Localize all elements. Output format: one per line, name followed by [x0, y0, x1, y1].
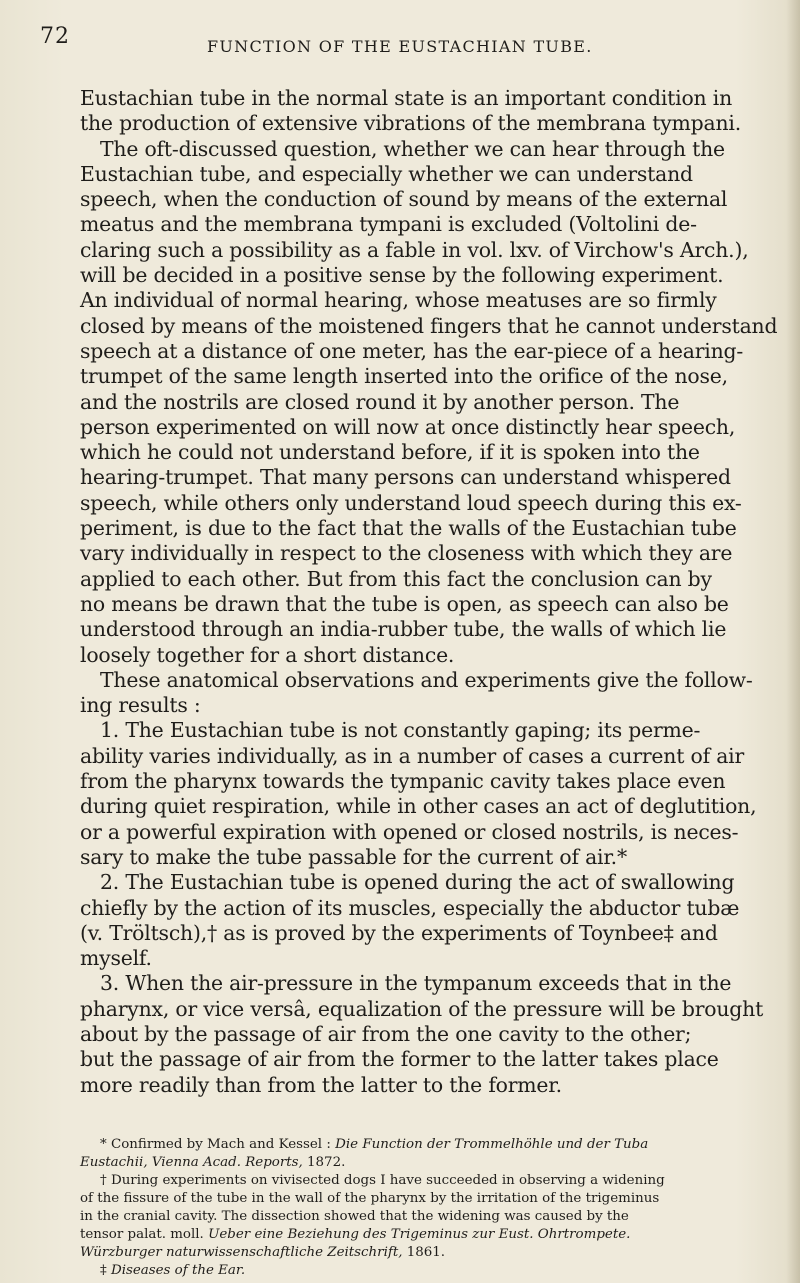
text-line: claring such a possibility as a fable in vol. lxv. of Virchow's Arch.),	[80, 237, 749, 262]
footnote-1-source: Eustachii, Vienna Acad. Reports,	[80, 1155, 303, 1170]
footnote-2-cont: in the cranial cavity. The dissection showed that the widening was caused by the	[80, 1209, 629, 1224]
footnote-1	[80, 1136, 770, 1154]
text-line: loosely together for a short distance.	[80, 642, 455, 667]
text-line: Eustachian tube in the normal state is an important condition in	[80, 86, 733, 110]
text-line: ing results :	[80, 693, 201, 718]
text-line: These anatomical observations and experiments give the follow-	[100, 667, 753, 692]
text-line: periment, is due to the fact that the walls of the Eustachian tube	[80, 516, 737, 541]
text-line: The oft-discussed question, whether we can hear through the	[100, 136, 725, 161]
text-line: speech, while others only understand loud speech during this ex-	[80, 490, 742, 515]
page-edge-shadow	[786, 0, 800, 1283]
text-line: understood through an india-rubber tube, the walls of which lie	[80, 617, 727, 642]
text-line: Eustachian tube, and especially whether we can understand	[80, 161, 693, 186]
text-line: and the nostrils are closed round it by another person. The	[80, 389, 680, 414]
text-line: trumpet of the same length inserted into the orifice of the nose,	[80, 364, 728, 389]
footnote-2-title: Ueber eine Beziehung des Trigeminus zur Eust. Ohrtrompete.	[208, 1227, 631, 1242]
text-line: ability varies individually, as in a number of cases a current of air	[80, 743, 745, 768]
footnote-3-mark: ‡	[100, 1263, 111, 1278]
footnote-2: † During experiments on vivisected dogs I have succeeded in observing a widening	[100, 1173, 665, 1188]
footnote-1-year: 1872.	[302, 1155, 346, 1170]
text-line: the production of extensive vibrations of the membrana tympani.	[80, 111, 741, 136]
text-line: will be decided in a positive sense by the following experiment.	[80, 263, 724, 288]
text-line: chiefly by the action of its muscles, especially the abductor tubæ	[80, 895, 740, 920]
text-line: An individual of normal hearing, whose meatuses are so firmly	[80, 288, 717, 313]
footnote-2-journal: Würzburger naturwissenschaftliche Zeitschrift,	[80, 1245, 403, 1260]
footnote-3	[80, 1262, 770, 1280]
text-line: during quiet respiration, while in other cases an act of deglutition,	[80, 794, 757, 819]
footnotes	[80, 1136, 770, 1280]
footnote-1-title: Die Function der Trommelhöhle und der Tuba	[335, 1137, 649, 1152]
text-line: vary individually in respect to the closeness with which they are	[80, 541, 733, 566]
page-number: 72	[40, 24, 70, 49]
footnote-2-cont	[80, 1226, 770, 1244]
text-line: which he could not understand before, if it is spoken into the	[80, 440, 700, 465]
text-line: pharynx, or vice versâ, equalization of the pressure will be brought	[80, 996, 764, 1021]
text-line: myself.	[80, 946, 152, 971]
footnote-2-cont: of the fissure of the tube in the wall of the pharynx by the irritation of the trigeminus	[80, 1191, 660, 1206]
text-line: no means be drawn that the tube is open, as speech can also be	[80, 591, 729, 616]
text-line: applied to each other. But from this fact the conclusion can by	[80, 566, 712, 591]
text-line: more readily than from the latter to the former.	[80, 1072, 562, 1097]
text-line: or a powerful expiration with opened or closed nostrils, is neces-	[80, 819, 739, 844]
text-line: closed by means of the moistened fingers that he cannot understand	[80, 313, 778, 338]
text-line: (v. Tröltsch),† as is proved by the experiments of Toynbee‡ and	[80, 920, 718, 945]
text-line: meatus and the membrana tympani is excluded (Voltolini de-	[80, 212, 697, 237]
footnote-2-year: 1861.	[402, 1245, 446, 1260]
footnote-1-cont	[80, 1154, 770, 1172]
text-line: hearing-trumpet. That many persons can understand whispered	[80, 465, 731, 490]
text-line: speech at a distance of one meter, has the ear-piece of a hearing-	[80, 338, 744, 363]
text-line: sary to make the tube passable for the current of air.*	[80, 844, 627, 869]
text-line: 3. When the air-pressure in the tympanum exceeds that in the	[100, 971, 732, 996]
footnote-2-text: tensor palat. moll.	[80, 1227, 209, 1242]
text-line: 2. The Eustachian tube is opened during the act of swallowing	[100, 870, 735, 895]
body-text	[80, 86, 778, 1098]
footnote-2-cont	[80, 1244, 770, 1262]
text-line: person experimented on will now at once distinctly hear speech,	[80, 414, 736, 439]
text-line: but the passage of air from the former to the latter takes place	[80, 1047, 719, 1072]
text-line: speech, when the conduction of sound by means of the external	[80, 187, 728, 212]
running-head: FUNCTION OF THE EUSTACHIAN TUBE.	[207, 37, 593, 56]
text-line: from the pharynx towards the tympanic cavity takes place even	[80, 769, 726, 794]
text-line: 1. The Eustachian tube is not constantly gaping; its perme-	[100, 718, 701, 743]
footnote-1-text: * Confirmed by Mach and Kessel :	[100, 1137, 336, 1152]
footnote-3-title: Diseases of the Ear.	[110, 1263, 246, 1278]
text-line: about by the passage of air from the one cavity to the other;	[80, 1021, 692, 1046]
